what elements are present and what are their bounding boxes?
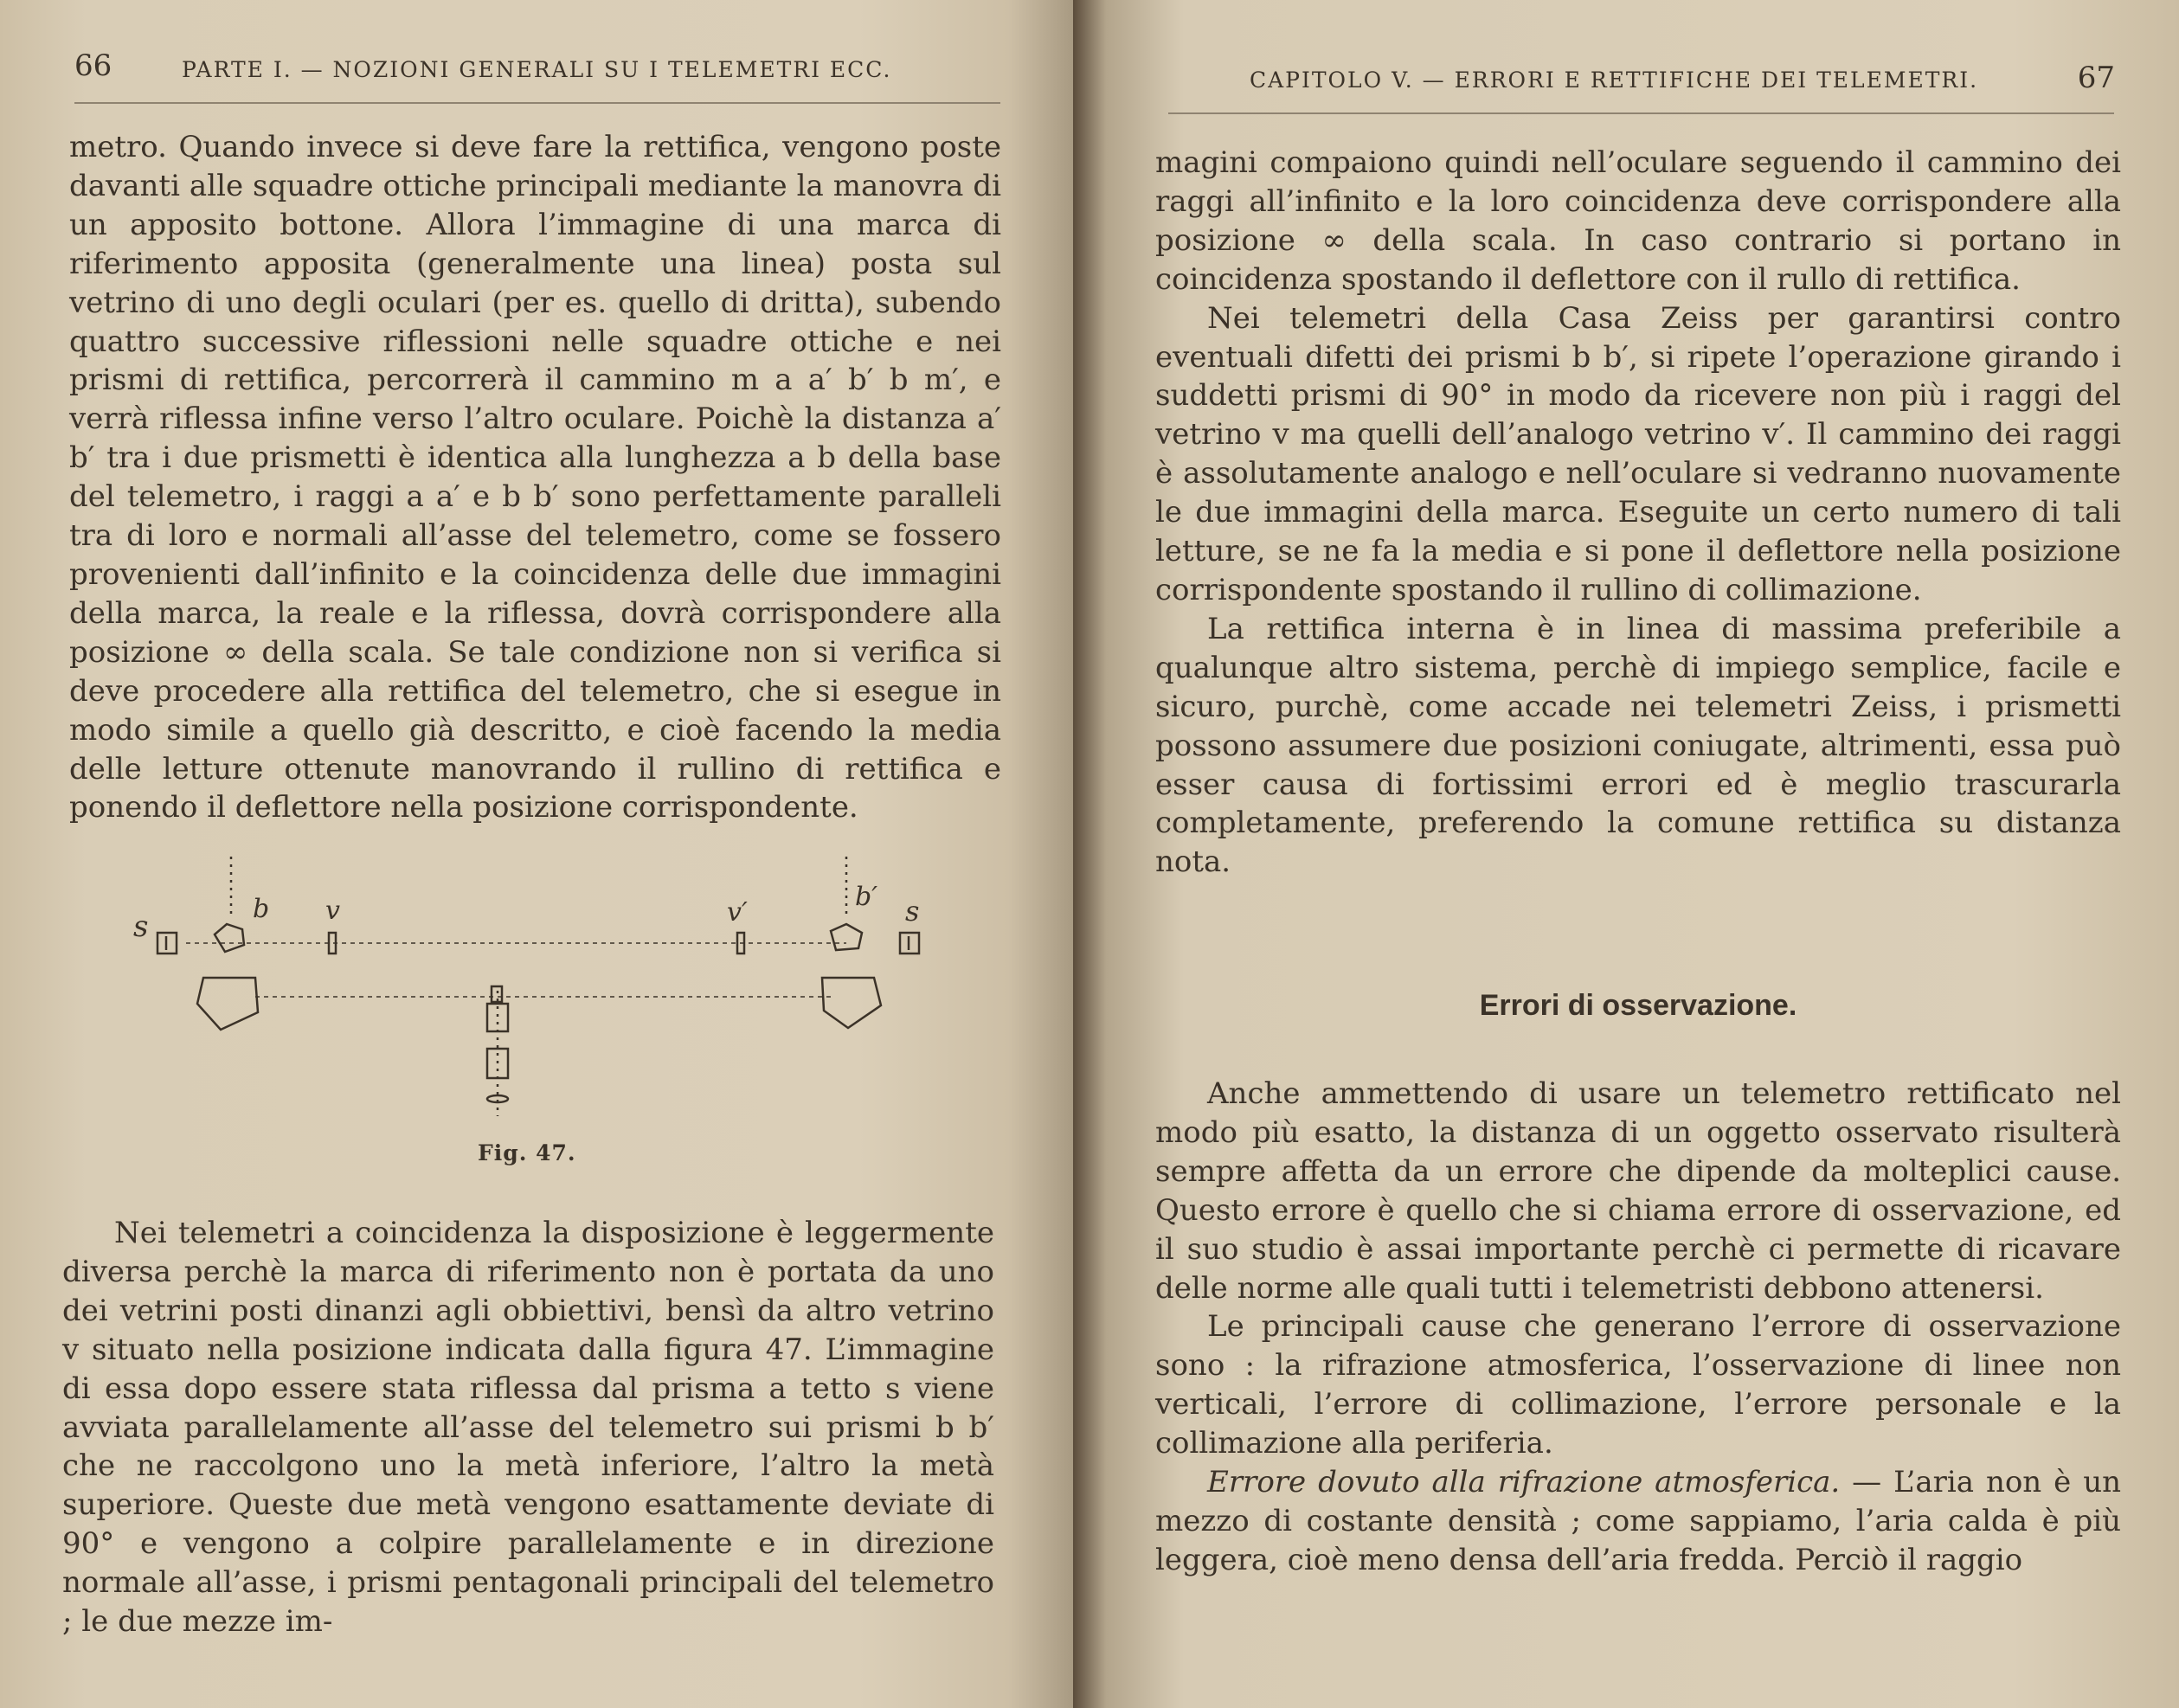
- running-head-right: CAPITOLO V. — ERRORI E RETTIFICHE DEI TELEMETRI.: [1250, 67, 1979, 93]
- right-page: [1073, 0, 2179, 1708]
- left-page: [0, 0, 1073, 1708]
- left-body-top: [69, 128, 1001, 827]
- header-rule-left: [74, 102, 1000, 104]
- paragraph: Nei telemetri della Casa Zeiss per garantirsi contro eventuali difetti dei prismi b b′, si ripete l’operazione girando i suddetti prismi di 90° in modo da ricevere non più i raggi del vetrino v ma quelli dell’analogo vetrino v′. Il cammino dei raggi è assolutamente analogo e nell’oculare si vedranno nuovamente le due immagini della marca. Eseguite un certo numero di tali letture, se ne fa la media e si pone il deflettore nella posizione corrispondente spostando il rullino di collimazione.: [1155, 300, 2121, 607]
- page-number-left: 66: [74, 48, 112, 83]
- label-v-left: v: [325, 896, 340, 926]
- header-rule-right: [1168, 112, 2114, 114]
- paragraph: Anche ammettendo di usare un telemetro rettificato nel modo più esatto, la distanza di un oggetto osservato risulterà sempre affetta da un errore che dipende da molteplici cause. Questo errore è quello che si chiama errore di osservazione, ed il suo studio è assai importante perchè ci permette di ricavare delle norme alle quali tutti i telemetristi debbono attenersi.: [1155, 1076, 2121, 1306]
- pentagonal-prism-right: [822, 978, 881, 1028]
- section-title: Errori di osservazione.: [1479, 989, 1797, 1022]
- paragraph: La rettifica interna è in linea di massima preferibile a qualunque altro sistema, perchè di impiego semplice, facile e sicuro, purchè, come accade nei telemetri Zeiss, i prismetti possono assumere due posizioni coniugate, altrimenti, essa può esser causa di fortissimi errori ed è meglio trascurarla completamente, preferendo la comune rettifica su distanza nota.: [1155, 611, 2121, 880]
- prism-b-right: [831, 924, 862, 950]
- page-number-right: 67: [2077, 61, 2115, 95]
- paragraph: Errore dovuto alla rifrazione atmosferica. — L’aria non è un mezzo di costante densità ; come sappiamo, l’aria calda è più leggera, cioè meno densa dell’aria fredda. Perciò il raggio: [1155, 1465, 2121, 1577]
- italic-heading: Errore dovuto alla rifrazione atmosferica.: [1207, 1465, 1841, 1500]
- vetrino-v-left: [329, 933, 336, 954]
- paragraph: Nei telemetri a coincidenza la disposizione è leggermente diversa perchè la marca di riferimento non è portata da uno dei vetrini posti dinanzi agli obbiettivi, bensì da altro vetrino v situato nella posizione indicata dalla figura 47. L’immagine di essa dopo essere stata riflessa dal prisma a tetto s viene avviata parallelamente all’asse del telemetro sui prismi b b′ che ne raccolgono uno la metà inferiore, l’altro la metà superiore. Queste due metà vengono esattamente deviate di 90° e vengono a colpire parallelamente e in direzione normale all’asse, i prismi pentagonali principali del telemetro ; le due mezze im-: [62, 1216, 994, 1640]
- paragraph: Le principali cause che generano l’errore di osservazione sono : la rifrazione atmosferica, l’osservazione di linee non verticali, l’errore di collimazione, l’errore personale e la collimazione alla periferia.: [1155, 1309, 2121, 1461]
- figure-caption: Fig. 47.: [478, 1140, 576, 1165]
- eyepiece-lens: [487, 1095, 508, 1102]
- pentagonal-prism-left: [197, 978, 258, 1030]
- paragraph: metro. Quando invece si deve fare la rettifica, vengono poste davanti alle squadre ottiche principali mediante la manovra di un apposito bottone. Allora l’immagine di una marca di riferimento apposita (generalmente una linea) posta sul vetrino di uno degli oculari (per es. quello di dritta), subendo quattro successive riflessioni nelle squadre ottiche e nei prismi di rettifica, percorrerà il cammino m a a′ b′ b m′, e verrà riflessa infine verso l’altro oculare. Poichè la distanza a′ b′ tra i due prismetti è identica alla lunghezza a b della base del telemetro, i raggi a a′ e b b′ sono perfettamente paralleli tra di loro e normali all’asse del telemetro, come se fossero provenienti dall’infinito e la coincidenza delle due immagini della marca, la reale e la riflessa, dovrà corrispondere alla posizione ∞ della scala. Se tale condizione non si verifica si deve procedere alla rettifica del telemetro, che si esegue in modo simile a quello già descritto, e cioè facendo la media delle letture ottenute manovrando il rullino di rettifica e ponendo il deflettore nella posizione corrispondente.: [69, 130, 1001, 825]
- label-s-right: s: [905, 895, 920, 928]
- label-b-right: b′: [855, 882, 878, 912]
- label-v-right: v′: [727, 897, 748, 928]
- left-body-bottom: [62, 1214, 994, 1641]
- running-head-left: PARTE I. — NOZIONI GENERALI SU I TELEMETRI ECC.: [182, 57, 892, 82]
- right-body-bottom: [1155, 1075, 2121, 1580]
- prism-b-left: [215, 924, 244, 952]
- right-body-top: [1155, 144, 2121, 882]
- figure-47-diagram: [121, 857, 952, 1125]
- label-b-left: b: [253, 894, 270, 924]
- paragraph: magini compaiono quindi nell’oculare seguendo il cammino dei raggi all’infinito e la loro coincidenza deve corrispondere alla posizione ∞ della scala. In caso contrario si portano in coincidenza spostando il deflettore con il rullo di rettifica.: [1155, 145, 2121, 297]
- label-s-left: s: [133, 909, 149, 944]
